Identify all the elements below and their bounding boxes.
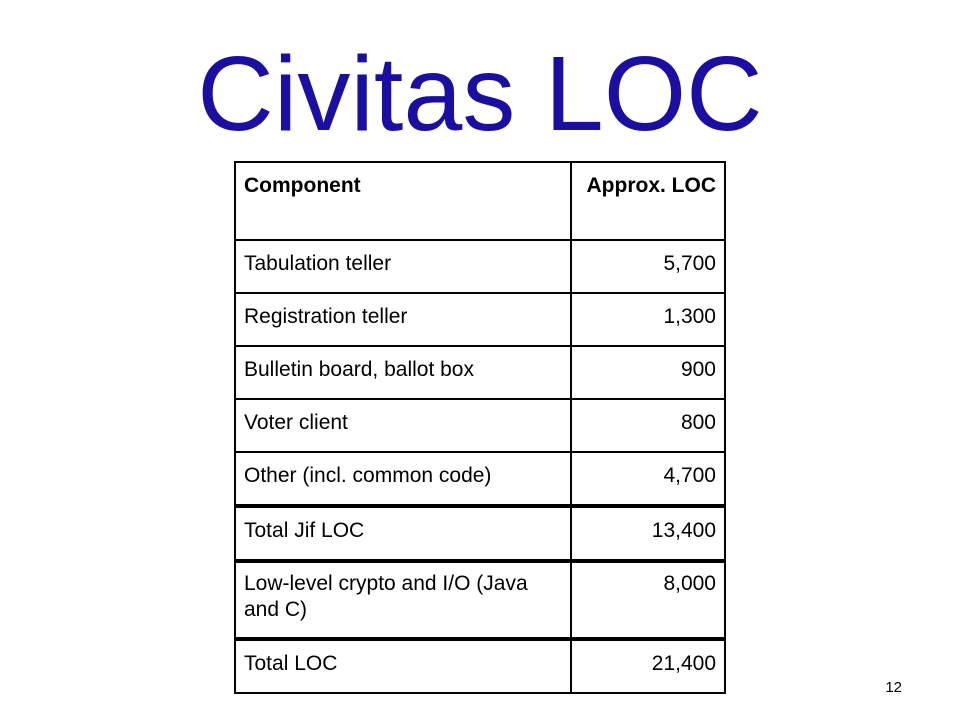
row-component: Voter client — [235, 399, 571, 452]
table-row — [235, 293, 725, 346]
table-row-total — [235, 639, 725, 693]
table-row-subtotal — [235, 506, 725, 561]
row-component: Registration teller — [235, 293, 571, 346]
row-loc: 8,000 — [571, 561, 725, 639]
row-component: Other (incl. common code) — [235, 452, 571, 506]
header-approx-loc: Approx. LOC — [571, 162, 725, 240]
loc-table — [234, 161, 726, 694]
row-loc: 800 — [571, 399, 725, 452]
page-number: 12 — [885, 679, 902, 696]
row-loc: 21,400 — [571, 639, 725, 693]
row-loc: 900 — [571, 346, 725, 399]
row-component: Total Jif LOC — [235, 506, 571, 561]
row-component: Low-level crypto and I/O (Java and C) — [235, 561, 571, 639]
table-row — [235, 346, 725, 399]
row-loc: 1,300 — [571, 293, 725, 346]
table-row — [235, 399, 725, 452]
header-component: Component — [235, 162, 571, 240]
row-component: Total LOC — [235, 639, 571, 693]
table-header-row — [235, 162, 725, 240]
table-row — [235, 240, 725, 293]
row-loc: 5,700 — [571, 240, 725, 293]
slide-title: Civitas LOC — [197, 35, 763, 153]
row-loc: 13,400 — [571, 506, 725, 561]
table-row — [235, 452, 725, 506]
row-component: Tabulation teller — [235, 240, 571, 293]
table-row — [235, 561, 725, 639]
row-loc: 4,700 — [571, 452, 725, 506]
row-component: Bulletin board, ballot box — [235, 346, 571, 399]
